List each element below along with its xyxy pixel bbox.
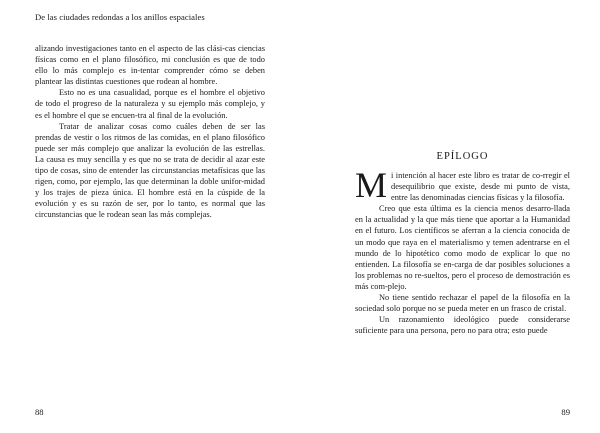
left-page-text	[35, 43, 265, 221]
page-number-left: 88	[35, 407, 44, 417]
right-page	[300, 0, 600, 433]
drop-cap: M	[355, 165, 388, 205]
paragraph: Creo que esta última es la ciencia menos desarro-llada en la actualidad y la que más tiene que aportar a la Humanidad en el futuro. Los científicos se aferran a la ciencia conocida de un modo que raya en el materialismo y temen adentrarse en el mundo de lo hipotético como modo de explicar lo que no entienden. La filosofía se en-carga de dar posibles soluciones a los problemas no re-sueltos, pero el proceso de demostración es más com-plejo.	[355, 204, 570, 291]
right-page-text	[355, 165, 570, 336]
running-head: De las ciudades redondas a los anillos espaciales	[35, 12, 205, 22]
paragraph: Tratar de analizar cosas como cuáles deben de ser las prendas de vestir o los ritmos de las comidas, en el plano filosófico puede ser más complejo que analizar la evolución de las estrellas. La causa es muy sencilla y es que no se trata de decidir al azar este tipo de cosas, sino de entender las circunstancias metafísicas que las rigen, como, por ejemplo, las que determinan la doble unifor-midad y los trajes de pieza única. El hombre está en la cúspide de la evolución y es su razón de ser, por lo tanto, es normal que las circunstancias que le rodean sean las más complejas.	[35, 121, 265, 220]
chapter-title: EPÍLOGO	[436, 151, 489, 162]
first-paragraph	[355, 165, 570, 205]
page-number-right: 89	[561, 407, 570, 417]
paragraph: No tiene sentido rechazar el papel de la filosofía en la sociedad solo porque no se pueda meter en un frasco de cristal.	[355, 293, 570, 314]
paragraph: Un razonamiento ideológico puede considerarse suficiente para una persona, pero no para otra; esto puede	[355, 315, 570, 336]
paragraph: Esto no es una casualidad, porque es el hombre el objetivo de todo el progreso de la naturaleza y su ejemplo más complejo, y es el hombre el que se encuen-tra al final de la evolución.	[35, 88, 265, 120]
first-paragraph-text: i intención al hacer este libro es tratar de co-rregir el desequilibrio que existe, desde mi punto de vista, entre las denominadas ciencias físicas y la filosofía.	[391, 171, 570, 203]
paragraph: alizando investigaciones tanto en el aspecto de las clási-cas ciencias físicas como en el plano filosófico, mi conclusión es que de todo ello lo más complejo es in-tentar comprender cómo se deben plantear las distintas cuestiones que rodean al hombre.	[35, 44, 265, 87]
